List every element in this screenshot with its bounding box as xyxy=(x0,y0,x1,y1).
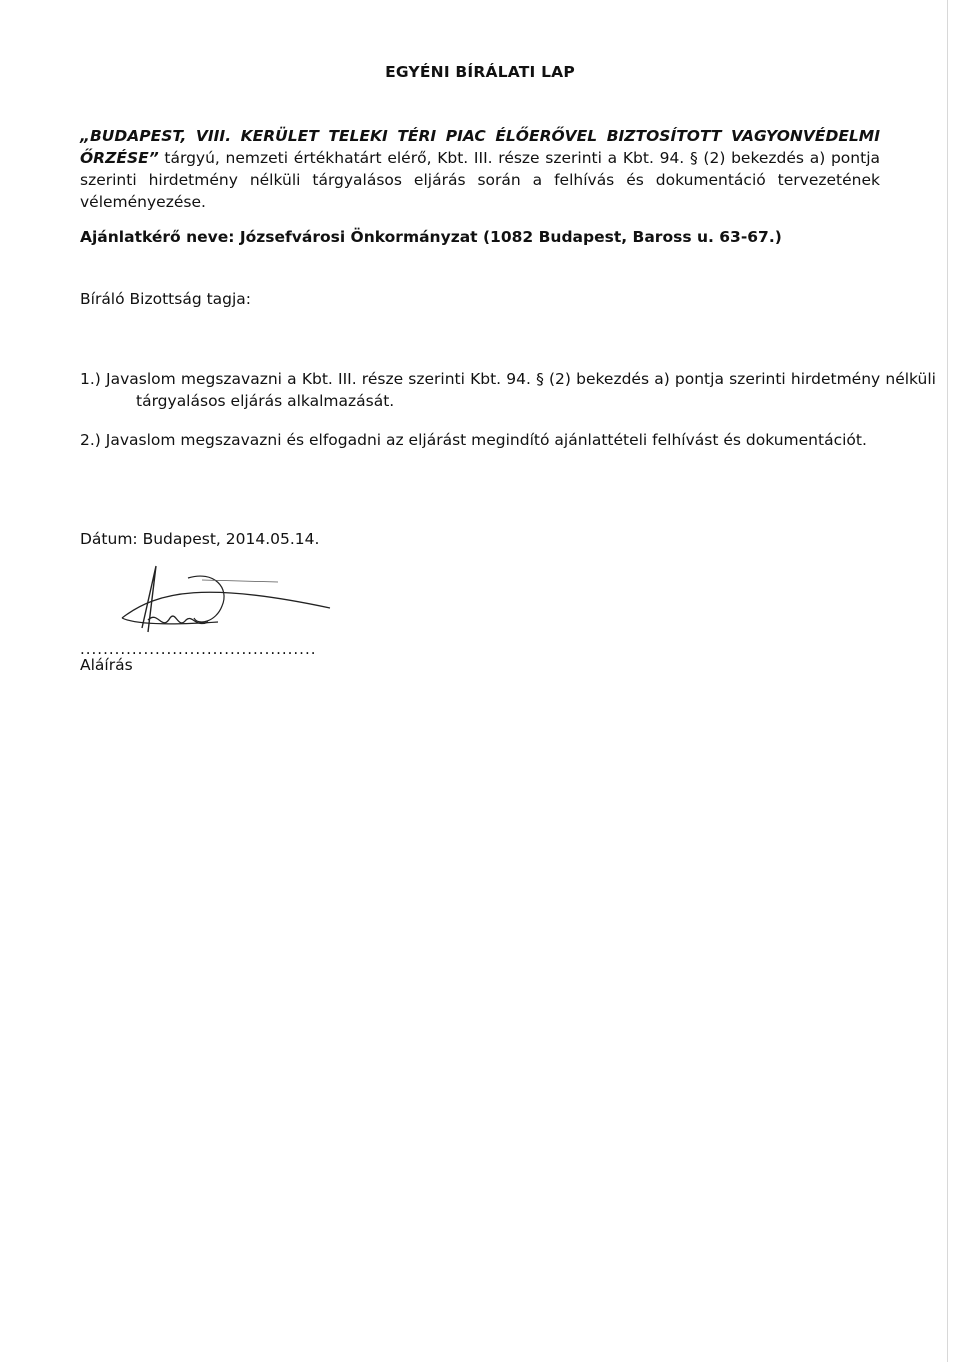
handwritten-signature xyxy=(118,560,348,642)
scan-edge-line xyxy=(947,0,948,1362)
committee-member-label: Bíráló Bizottság tagja: xyxy=(80,290,252,308)
procurement-subject: „BUDAPEST, VIII. KERÜLET TELEKI TÉRI PIAC ÉLŐERŐVEL BIZTOSÍTOTT VAGYONVÉDELMI ŐRZÉSE” xyxy=(80,127,880,167)
subject-paragraph xyxy=(80,125,880,213)
recommendation-item-2: 2.) Javaslom megszavazni és elfogadni az eljárást megindító ajánlattételi felhívást és dokumentációt. xyxy=(80,431,867,449)
subject-description: tárgyú, nemzeti értékhatárt elérő, Kbt. III. része szerinti a Kbt. 94. § (2) bekezdés a) pontja szerinti hirdetmény nélküli tárgyalásos eljárás során a felhívás és dokumentáció tervezetének véleményezése. xyxy=(80,149,880,211)
recommendation-item-1: 1.) Javaslom megszavazni a Kbt. III. része szerinti Kbt. 94. § (2) bekezdés a) pontja szerinti hirdetmény nélküli tárgyalásos eljárás alkalmazását. xyxy=(80,370,936,410)
signature-dotted-line: ......................................... xyxy=(80,640,317,658)
document-title: EGYÉNI BÍRÁLATI LAP xyxy=(385,63,575,81)
signature-label: Aláírás xyxy=(80,656,133,674)
contracting-authority: Ajánlatkérő neve: Józsefvárosi Önkormányzat (1082 Budapest, Baross u. 63-67.) xyxy=(80,228,782,246)
date-line: Dátum: Budapest, 2014.05.14. xyxy=(80,530,320,548)
